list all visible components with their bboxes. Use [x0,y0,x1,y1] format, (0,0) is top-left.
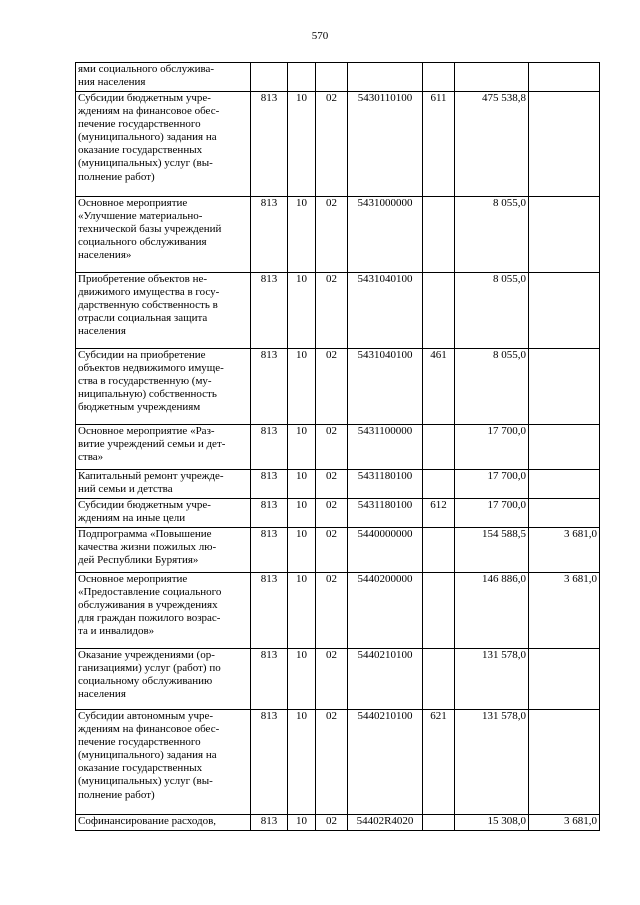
cell-target-article: 5431180100 [348,499,423,528]
cell-amount: 8 055,0 [455,349,529,425]
cell-ministry-code: 813 [251,349,288,425]
cell-target-article: 54402R4020 [348,815,423,831]
cell-extra-amount [529,425,600,470]
cell-subsection: 02 [316,425,348,470]
cell-amount: 154 588,5 [455,528,529,573]
cell-name: Субсидии на приобретение объектов недвижимого имуще- ства в государственную (му- ниципальную) собственность бюджетным учреждениям [76,349,251,425]
cell-extra-amount [529,649,600,710]
cell-expense-type: 612 [423,499,455,528]
cell-expense-type [423,63,455,92]
cell-ministry-code: 813 [251,710,288,815]
cell-subsection: 02 [316,649,348,710]
cell-target-article: 5440210100 [348,649,423,710]
cell-subsection: 02 [316,815,348,831]
budget-table [75,62,600,831]
cell-section: 10 [288,470,316,499]
cell-ministry-code: 813 [251,499,288,528]
cell-expense-type: 611 [423,92,455,197]
cell-extra-amount [529,63,600,92]
cell-ministry-code: 813 [251,197,288,273]
cell-subsection: 02 [316,273,348,349]
cell-name: Основное мероприятие «Предоставление социального обслуживания в учреждениях для граждан пожилого возрас- та и инвалидов» [76,573,251,649]
cell-section: 10 [288,573,316,649]
cell-amount: 17 700,0 [455,470,529,499]
cell-name: Субсидии бюджетным учре- ждениям на иные цели [76,499,251,528]
cell-section: 10 [288,710,316,815]
table-row [76,815,600,831]
cell-name: Капитальный ремонт учрежде- ний семьи и детства [76,470,251,499]
cell-section: 10 [288,499,316,528]
cell-name: Приобретение объектов не- движимого имущества в госу- дарственную собственность в отрасли социальная защита населения [76,273,251,349]
cell-name: Оказание учреждениями (ор- ганизациями) услуг (работ) по социальному обслуживанию населения [76,649,251,710]
cell-amount: 15 308,0 [455,815,529,831]
cell-section [288,63,316,92]
cell-amount: 146 886,0 [455,573,529,649]
cell-target-article: 5431100000 [348,425,423,470]
cell-name: Подпрограмма «Повышение качества жизни пожилых лю- дей Республики Бурятия» [76,528,251,573]
cell-expense-type: 461 [423,349,455,425]
cell-amount: 475 538,8 [455,92,529,197]
cell-ministry-code: 813 [251,573,288,649]
table-row [76,649,600,710]
cell-expense-type [423,815,455,831]
table-row [76,349,600,425]
cell-ministry-code: 813 [251,815,288,831]
cell-section: 10 [288,349,316,425]
cell-target-article: 5430110100 [348,92,423,197]
cell-amount: 17 700,0 [455,425,529,470]
table-row [76,197,600,273]
table-row [76,63,600,92]
cell-target-article: 5431040100 [348,273,423,349]
cell-extra-amount [529,197,600,273]
cell-name: Софинансирование расходов, [76,815,251,831]
table-row [76,273,600,349]
cell-amount: 131 578,0 [455,649,529,710]
cell-section: 10 [288,273,316,349]
cell-amount [455,63,529,92]
cell-target-article: 5440000000 [348,528,423,573]
cell-subsection [316,63,348,92]
cell-subsection: 02 [316,573,348,649]
cell-target-article: 5431000000 [348,197,423,273]
cell-target-article: 5440200000 [348,573,423,649]
cell-extra-amount: 3 681,0 [529,528,600,573]
cell-subsection: 02 [316,349,348,425]
cell-expense-type: 621 [423,710,455,815]
cell-extra-amount: 3 681,0 [529,815,600,831]
cell-ministry-code: 813 [251,528,288,573]
cell-ministry-code: 813 [251,92,288,197]
cell-subsection: 02 [316,710,348,815]
cell-ministry-code [251,63,288,92]
cell-extra-amount [529,92,600,197]
cell-amount: 8 055,0 [455,197,529,273]
cell-section: 10 [288,649,316,710]
cell-target-article: 5431040100 [348,349,423,425]
cell-subsection: 02 [316,470,348,499]
cell-amount: 8 055,0 [455,273,529,349]
cell-section: 10 [288,528,316,573]
table-row [76,470,600,499]
cell-ministry-code: 813 [251,649,288,710]
cell-expense-type [423,573,455,649]
cell-name: ями социального обслужива- ния населения [76,63,251,92]
cell-extra-amount [529,470,600,499]
table-row [76,425,600,470]
cell-expense-type [423,425,455,470]
cell-extra-amount [529,710,600,815]
cell-ministry-code: 813 [251,470,288,499]
table-row [76,528,600,573]
table-row [76,710,600,815]
cell-expense-type [423,273,455,349]
cell-extra-amount: 3 681,0 [529,573,600,649]
cell-name: Основное мероприятие «Раз- витие учреждений семьи и дет- ства» [76,425,251,470]
table-row [76,573,600,649]
table-row [76,92,600,197]
cell-amount: 17 700,0 [455,499,529,528]
cell-extra-amount [529,273,600,349]
cell-subsection: 02 [316,92,348,197]
page-number: 570 [311,30,329,42]
cell-expense-type [423,470,455,499]
cell-expense-type [423,197,455,273]
cell-section: 10 [288,197,316,273]
cell-subsection: 02 [316,197,348,273]
cell-target-article: 5431180100 [348,470,423,499]
cell-section: 10 [288,425,316,470]
cell-target-article: 5440210100 [348,710,423,815]
cell-name: Основное мероприятие «Улучшение материально- технической базы учреждений социального обслуживания населения» [76,197,251,273]
cell-expense-type [423,528,455,573]
cell-subsection: 02 [316,528,348,573]
cell-extra-amount [529,349,600,425]
cell-name: Субсидии автономным учре- ждениям на финансовое обес- печение государственного (муниципального) задания на оказание государственных (муниципальных) услуг (вы- полнение работ) [76,710,251,815]
cell-name: Субсидии бюджетным учре- ждениям на финансовое обес- печение государственного (муниципального) задания на оказание государственных (муниципальных) услуг (вы- полнение работ) [76,92,251,197]
cell-ministry-code: 813 [251,273,288,349]
cell-amount: 131 578,0 [455,710,529,815]
cell-target-article [348,63,423,92]
cell-section: 10 [288,815,316,831]
cell-extra-amount [529,499,600,528]
cell-expense-type [423,649,455,710]
cell-subsection: 02 [316,499,348,528]
table-row [76,499,600,528]
cell-ministry-code: 813 [251,425,288,470]
cell-section: 10 [288,92,316,197]
